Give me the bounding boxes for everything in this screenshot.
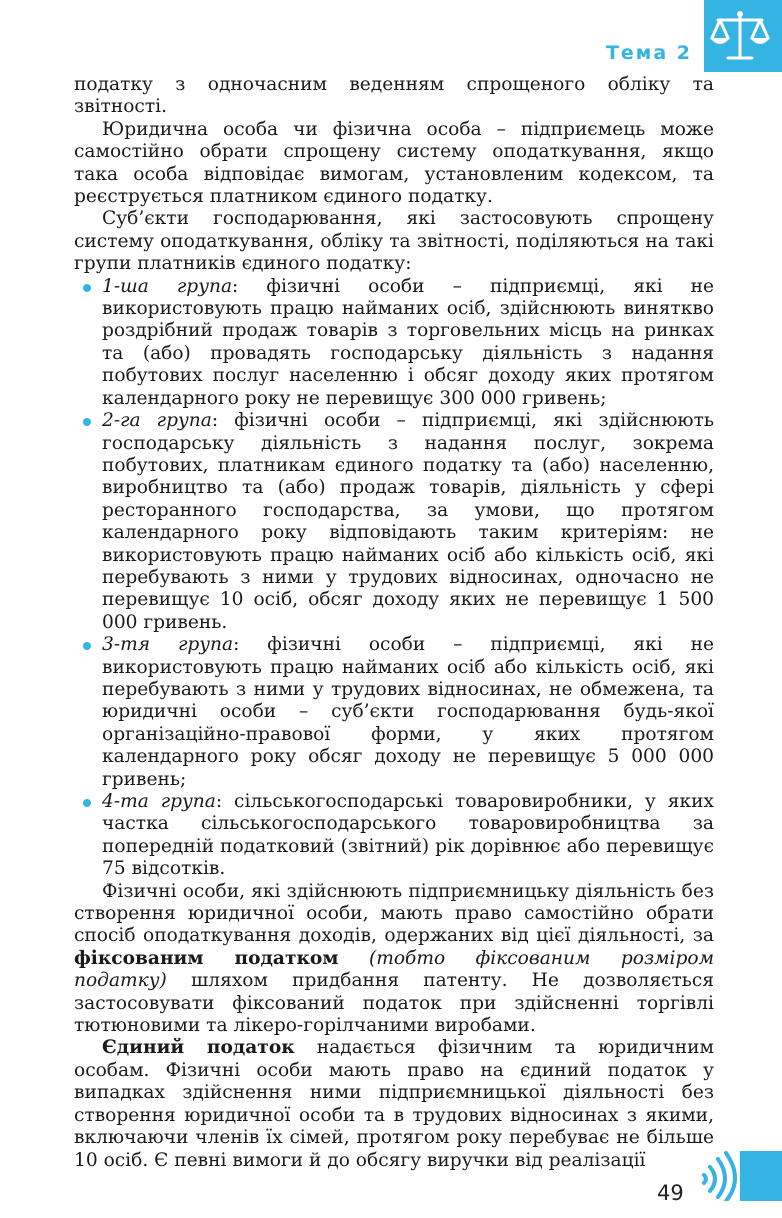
paragraph-fixed-tax <box>74 881 714 1038</box>
fixed-tax-lead: Фізичні особи, які здійснюють підприємницьку діяльність без створення юридичної особи, мають право самостійно обрати спосіб оподаткування доходів, одержаних від цієї діяльності, за <box>74 880 714 947</box>
fixed-tax-term: фіксованим податком <box>74 947 339 969</box>
page-content <box>74 74 714 1172</box>
signal-waves-icon <box>700 1151 782 1201</box>
group-text: : фізичні особи – підприємці, які здійснюють господарську діяльність з надання послуг, зокрема побутових, платникам єдиного податку та (або) населенню, виробництво та (або) продаж товарів, діяльність у сфері ресторанного господарства, за умови, що протягом календарного року відповідають таким критеріям: не використовують працю найманих осіб або кількість осіб, які перебувають з ними у трудових відносинах, одночасно не перевищує 10 осіб, обсяг доходу яких не перевищує 1 500 000 гривень. <box>102 410 714 633</box>
single-tax-term: Єдиний податок <box>102 1037 295 1059</box>
fixed-tax-note: (тобто фіксованим розміром податку) <box>74 947 714 992</box>
scales-icon <box>708 8 772 64</box>
page-number: 49 <box>657 1181 684 1205</box>
paragraph-choose-system: Юридична особа чи фізична особа – підприємець може самостійно обрати спрощену систему оподаткування, якщо така особа відповідає вимогам, установленим кодексом, та реєструється платником єдиного податку. <box>74 118 714 208</box>
paragraph-single-tax <box>74 1037 714 1171</box>
group-name: 2-га група <box>102 410 212 432</box>
list-item <box>74 276 714 410</box>
paragraph-groups-intro: Суб’єкти господарювання, які застосовують спрощену систему оподаткування, обліку та звітності, поділяються на такі групи платників єдиного податку: <box>74 208 714 275</box>
list-item <box>74 791 714 881</box>
paragraph-continuation: податку з одночасним веденням спрощеного обліку та звітності. <box>74 74 714 118</box>
header-accent-block <box>704 0 782 72</box>
group-name: 1-ша група <box>102 275 233 297</box>
topic-label: Тема 2 <box>605 42 692 64</box>
group-text: : фізичні особи – підприємці, які не використовують працю найманих осіб або кількість осіб, які перебувають з ними у трудових відносинах, не обмежена, та юридичні особи – суб’єкти господарювання будь-якої організаційно-правової форми, у яких протягом календарного року обсяг доходу не перевищує 5 000 000 гривень; <box>102 634 714 790</box>
group-name: 4-та група <box>102 791 216 812</box>
footer-accent-block <box>700 1151 782 1201</box>
fixed-tax-tail: шляхом придбання патенту. Не дозволяється застосовувати фіксований податок при здійсненні торгівлі тютюновими та лікеро-горілчаними виробами. <box>74 970 714 1037</box>
list-item <box>74 634 714 791</box>
groups-list <box>74 276 714 881</box>
group-name: 3-тя група <box>102 634 234 656</box>
group-text: : сільськогосподарські товаровиробники, у яких частка сільськогосподарського товаровиробництва за попередній податковий (звітний) рік дорівнює або перевищує 75 відсотків. <box>102 791 714 880</box>
list-item <box>74 410 714 634</box>
single-tax-tail: надається фізичним та юридичним особам. Фізичні особи мають право на єдиний податок у випадках здійснення ними підприємницької діяльності без створення юридичної особи та в трудових відносинах з якими, включаючи членів їх сімей, протягом року перебуває не більше 10 осіб. Є певні вимоги й до обсягу виручки від реалізації <box>74 1037 714 1171</box>
group-text: : фізичні особи – підприємці, які не використовують працю найманих осіб, здійснюють виняткво роздрібний продаж товарів з торговельних місць на ринках та (або) провадять господарську діяльність з надання побутових послуг населенню і обсяг доходу яких протягом календарного року не перевищує 300 000 гривень; <box>102 275 714 409</box>
